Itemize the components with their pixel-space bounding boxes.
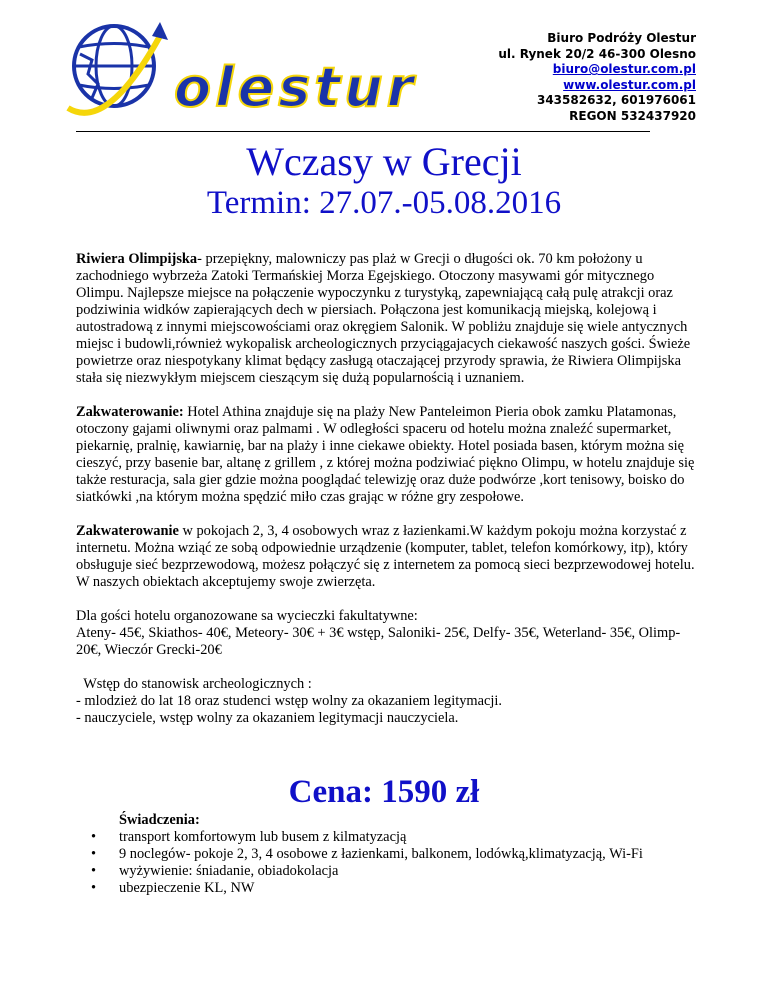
list-item: • transport komfortowym lub busem z kilmatyzacją	[91, 829, 643, 846]
rooms-text: w pokojach 2, 3, 4 osobowych wraz z łazienkami.W każdym pokoju można korzystać z internetu. Można wziąć ze sobą odpowiednie urządzenie (komputer, tablet, telefon komórkowy, itp), który obsługuje sieć bezprzewodową, możesz połączyć się z internetem za pomocą sieci bezprzewodowej hotelu. W naszych obiektach akceptujemy swoje zwierzęta.	[76, 523, 695, 590]
accommodation-paragraph	[76, 404, 696, 506]
olestur-logo	[62, 14, 418, 124]
trip-term: Termin: 27.07.-05.08.2016	[206, 185, 562, 221]
logo-text: olestur	[174, 56, 418, 119]
list-item: • wyżywienie: śniadanie, obiadokolacja	[91, 863, 643, 880]
page-title: Wczasy w Grecji	[246, 139, 522, 184]
price-heading: Cena: 1590 zł	[288, 774, 480, 810]
email-link[interactable]: biuro@olestur.com.pl	[552, 62, 696, 77]
riviera-text: - przepiękny, malowniczy pas plaż w Grecji o długości ok. 70 km położony u zachodniego wybrzeża Zatoki Termańskiej Morza Egejskiego. Otoczony masywami gór mitycznego Olimpu. Najlepsze miejsce na połączenie wypoczynku z turystyką, zapewniającą całą pulę atrakcji oraz podziwinia widków zapierających dech w piersiach. Połączona jest komunikacją miejską, kolejową i autostradową z innymi miejscowościami oraz okręgiem Salonik. W pobliżu znajduje się wiele antycznych miejsc i budowli,również wykopalisk archeologicznych przyciągajacych ciekawość naszych gości. Świeże powietrze oraz niespotykany klimat będący zasługą otaczającej przyrody sprawia, że Riwiera Olimpijska stała się niezwykłym miejscem cieszącym się dużą popularnością i uznaniem.	[76, 251, 691, 386]
services-heading: Świadczenia:	[119, 812, 200, 828]
accommodation-label: Zakwaterowanie:	[76, 404, 184, 420]
sites-line-teachers: - nauczyciele, wstęp wolny za okazaniem legitymacji nauczyciela.	[76, 710, 459, 726]
trips-intro: Dla gości hotelu organozowane sa wycieczki fakultatywne:	[76, 608, 418, 624]
accommodation-text: Hotel Athina znajduje się na plaży New Panteleimon Pieria obok zamku Platamonas, otoczony gajami oliwnymi oraz palmami . W odległości spaceru od hotelu można znaleźć supermarket, piekarnię, pralnię, kawiarnię, bar na plaży i inne ciekawe obiekty. Hotel posiada basen, którym można się cieszyć, przy basenie bar, altanę z grillem , z której można podziwiać piękno Olimpu, w hotelu znajduje się także resturacja, sala gier gdzie można pooglądać telewizję oraz duże podwórze ,kort tenisowy, boisko do siatkówki ,na którym można spędzić miło czas grając w różne gry zespołowe.	[76, 404, 695, 505]
arrow-icon	[152, 22, 168, 40]
description-body	[76, 251, 696, 744]
regon-number: REGON 532437920	[569, 108, 696, 123]
contact-block	[498, 31, 696, 125]
sites-line-students: - mlodzież do lat 18 oraz studenci wstęp wolny za okazaniem legitymacji.	[76, 693, 502, 709]
trips-paragraph	[76, 608, 696, 659]
rooms-label: Zakwaterowanie	[76, 523, 179, 539]
rooms-paragraph	[76, 523, 696, 591]
list-item: • ubezpieczenie KL, NW	[91, 880, 643, 897]
agency-name: Biuro Podróży Olestur	[547, 31, 696, 45]
website-link[interactable]: www.olestur.com.pl	[563, 77, 696, 92]
header-divider	[76, 131, 650, 132]
phone-numbers: 343582632, 601976061	[536, 93, 696, 108]
riviera-label: Riwiera Olimpijska	[76, 251, 198, 267]
riviera-paragraph	[76, 251, 696, 387]
services-list	[91, 829, 643, 897]
sites-paragraph	[76, 676, 696, 727]
list-item: • 9 noclegów- pokoje 2, 3, 4 osobowe z łazienkami, balkonem, lodówką,klimatyzacją, Wi-Fi	[91, 846, 643, 863]
sites-intro: Wstęp do stanowisk archeologicznych :	[76, 676, 312, 692]
agency-address: ul. Rynek 20/2 46-300 Olesno	[498, 46, 696, 61]
trips-list: Ateny- 45€, Skiathos- 40€, Meteory- 30€ + 3€ wstęp, Saloniki- 25€, Delfy- 35€, Weterland- 35€, Olimp- 20€, Wieczór Grecki-20€	[76, 625, 681, 658]
